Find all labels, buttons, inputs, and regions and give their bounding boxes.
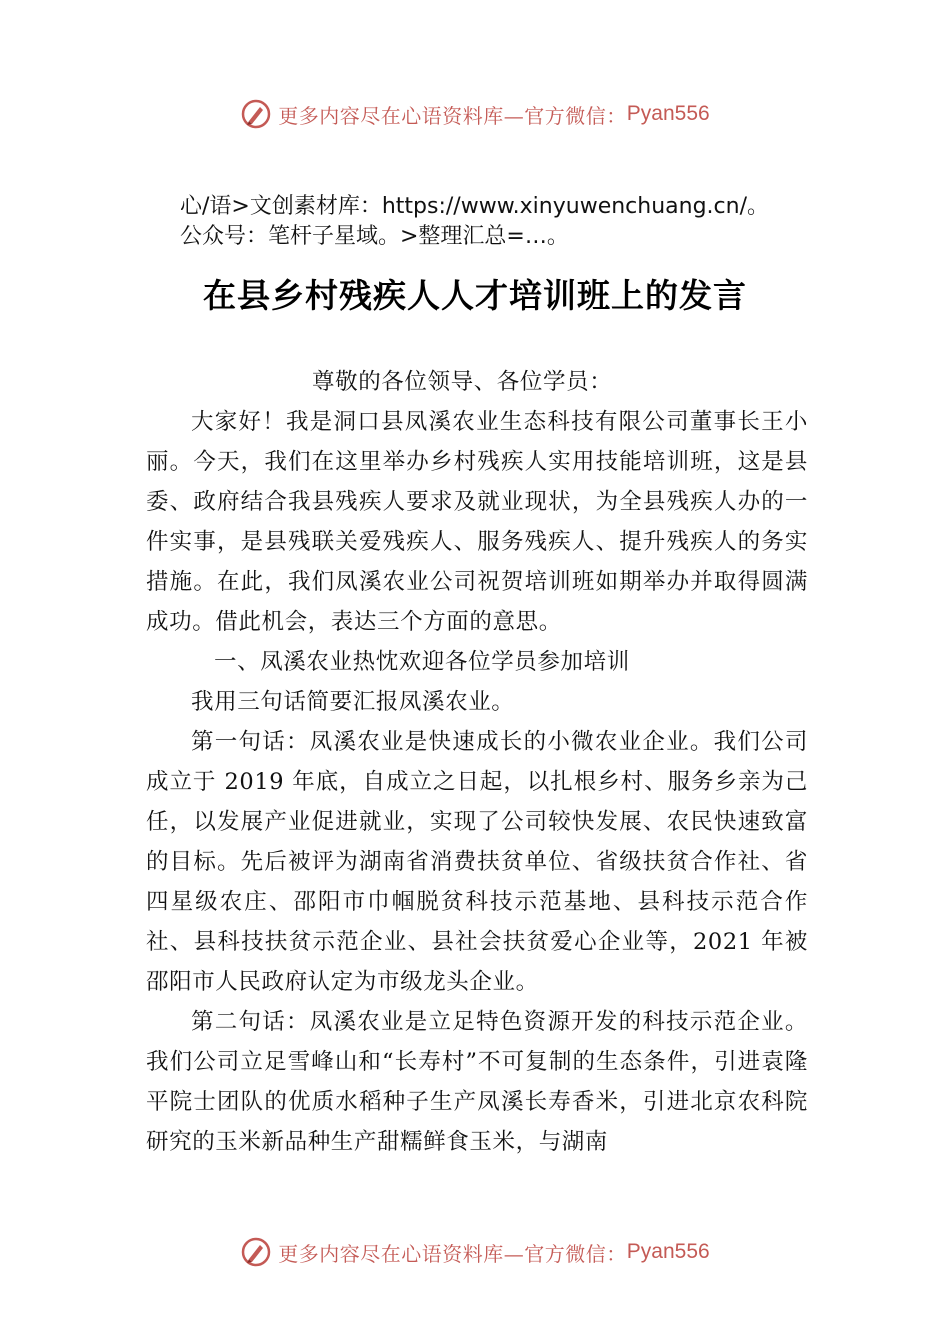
top-banner [0, 94, 950, 134]
pen-logo-icon [240, 1236, 272, 1268]
section-heading-1: 一、凤溪农业热忱欢迎各位学员参加培训 [214, 649, 630, 675]
source-line-2: 公众号：笔杆子星域。>整理汇总=…。 [180, 224, 569, 249]
paragraph-intro: 我用三句话简要汇报凤溪农业。 [191, 689, 515, 715]
banner-text: 更多内容尽在心语资料库—官方微信： [278, 1241, 627, 1266]
bottom-banner [0, 1232, 950, 1272]
banner-wechat-id: Pyan556 [626, 102, 710, 125]
paragraph-first-point: 第一句话：凤溪农业是快速成长的小微农业企业。我们公司成立于 2019 年底，自成立之日起，以扎根乡村、服务乡亲为己任，以发展产业促进就业，实现了公司较快发展、农民快速致富的目标。先后被评为湖南省消费扶贫单位、省级扶贫合作社、省四星级农庄、邵阳市巾帼脱贫科技示范基地、县科技示范合作社、县科技扶贫示范企业、县社会扶贫爱心企业等，2021 年被邵阳市人民政府认定为市级龙头企业。 [146, 729, 808, 995]
paragraph-second-point: 第二句话：凤溪农业是立足特色资源开发的科技示范企业。我们公司立足雪峰山和“长寿村”不可复制的生态条件，引进袁隆平院士团队的优质水稻种子生产凤溪长寿香米，引进北京农科院研究的玉米新品种生产甜糯鲜食玉米，与湖南 [146, 1009, 808, 1155]
salutation: 尊敬的各位领导、各位学员： [312, 369, 613, 395]
source-header [180, 192, 880, 252]
paragraph-greeting: 大家好！我是洞口县凤溪农业生态科技有限公司董事长王小丽。今天，我们在这里举办乡村残疾人实用技能培训班，这是县委、政府结合我县残疾人要求及就业现状，为全县残疾人办的一件实事，是县残联关爱残疾人、服务残疾人、提升残疾人的务实措施。在此，我们凤溪农业公司祝贺培训班如期举办并取得圆满成功。借此机会，表达三个方面的意思。 [146, 409, 808, 635]
source-line-1: 心/语>文创素材库：https://www.xinyuwenchuang.cn/。 [180, 194, 769, 219]
banner-text: 更多内容尽在心语资料库—官方微信： [278, 103, 627, 128]
document-title: 在县乡村残疾人人才培训班上的发言 [203, 276, 747, 315]
banner-wechat-id: Pyan556 [626, 1240, 710, 1263]
pen-logo-icon [240, 98, 272, 130]
document-body [146, 362, 808, 1162]
